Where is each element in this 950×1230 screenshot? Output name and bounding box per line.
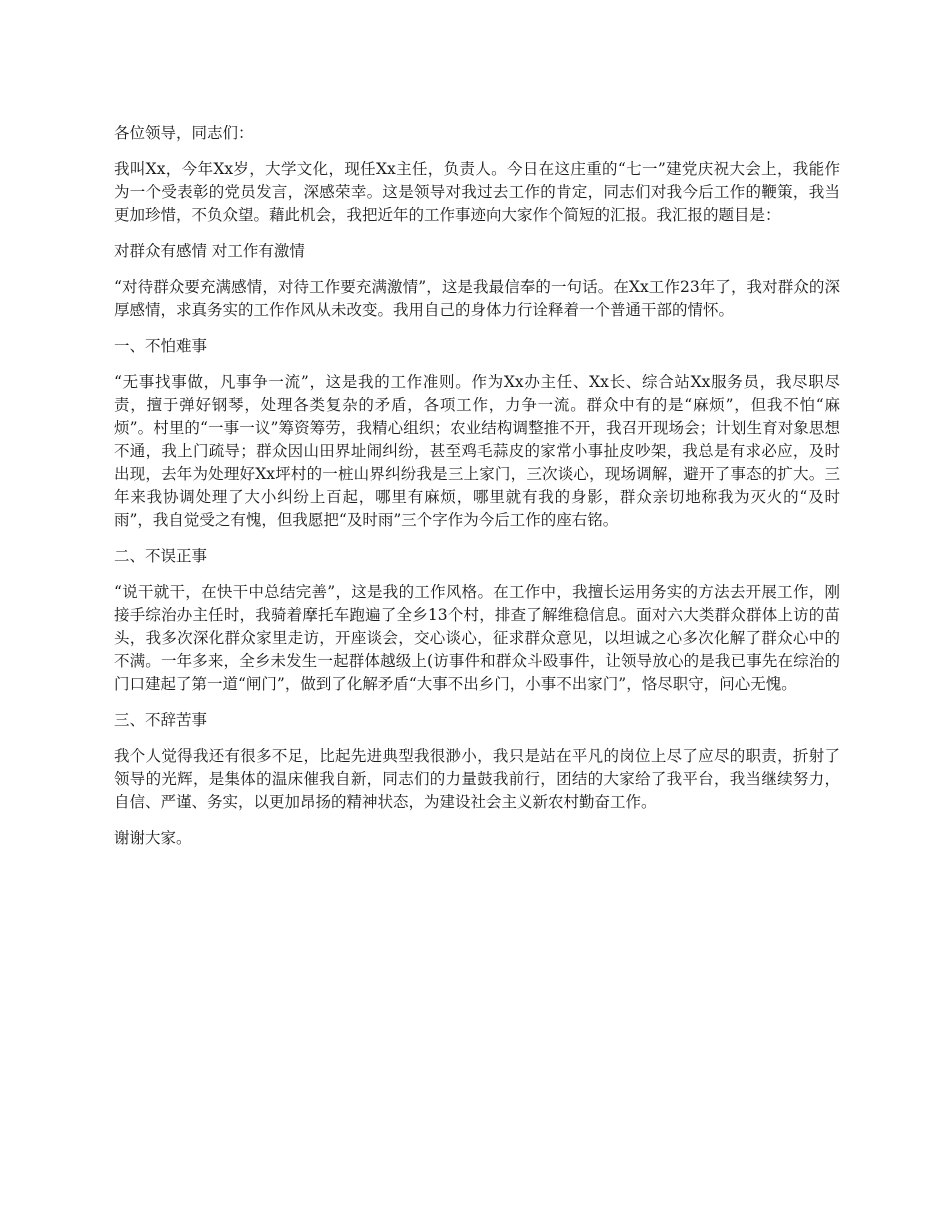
closing-line: 谢谢大家。 bbox=[114, 829, 192, 847]
intro-paragraph: 我叫Xx，今年Xx岁，大学文化，现任Xx主任，负责人。今日在这庄重的“七一”建党庆祝大会上，我能作为一个受表彰的党员发言，深感荣幸。这是领导对我过去工作的肯定，同志们对我今后工作的鞭策，我当更加珍惜，不负众望。藉此机会，我把近年的工作事迹向大家作个简短的汇报。我汇报的题目是： bbox=[114, 160, 840, 224]
section-heading-3: 三、不辞苦事 bbox=[114, 711, 208, 729]
section-body-1: “无事找事做，凡事争一流”，这是我的工作准则。作为Xx办主任、Xx长、综合站Xx服务员，我尽职尽责，擅于弹好钢琴，处理各类复杂的矛盾，各项工作，力争一流。群众中有的是“麻烦”，但我不怕“麻烦”。村里的“一事一议”筹资筹劳，我精心组织；农业结构调整推不开，我召开现场会；计划生育对象思想不通，我上门疏导；群众因山田界址闹纠纷，甚至鸡毛蒜皮的家常小事扯皮吵架，我总是有求必应，及时出现，去年为处理好Xx坪村的一桩山界纠纷我是三上家门，三次谈心，现场调解，避开了事态的扩大。三年来我协调处理了大小纠纷上百起，哪里有麻烦，哪里就有我的身影，群众亲切地称我为灭火的“及时雨”，我自觉受之有愧，但我愿把“及时雨”三个字作为今后工作的座右铭。 bbox=[114, 373, 840, 529]
motto-paragraph: “对待群众要充满感情，对待工作要充满激情”，这是我最信奉的一句话。在Xx工作23年了，我对群众的深厚感情，求真务实的工作作风从未改变。我用自己的身体力行诠释着一个普通干部的情怀。 bbox=[114, 278, 840, 319]
section-heading-2: 二、不误正事 bbox=[114, 547, 208, 565]
section-heading-1: 一、不怕难事 bbox=[114, 337, 208, 355]
speech-document bbox=[114, 122, 840, 863]
speech-title: 对群众有感情 对工作有激情 bbox=[114, 242, 305, 260]
salutation: 各位领导，同志们： bbox=[114, 124, 254, 142]
section-body-3: 我个人觉得我还有很多不足，比起先进典型我很渺小，我只是站在平凡的岗位上尽了应尽的职责，折射了领导的光辉，是集体的温床催我自新，同志们的力量鼓我前行，团结的大家给了我平台，我当继续努力，自信、严谨、务实，以更加昂扬的精神状态，为建设社会主义新农村勤奋工作。 bbox=[114, 747, 840, 811]
section-body-2: “说干就干，在快干中总结完善”，这是我的工作风格。在工作中，我擅长运用务实的方法去开展工作，刚接手综治办主任时，我骑着摩托车跑遍了全乡13个村，排查了解维稳信息。面对六大类群众群体上访的苗头，我多次深化群众家里走访，开座谈会，交心谈心，征求群众意见，以坦诚之心多次化解了群众心中的不满。一年多来，全乡未发生一起群体越级上(访事件和群众斗殴事件，让领导放心的是我已事先在综治的门口建起了第一道“闸门”，做到了化解矛盾“大事不出乡门，小事不出家门”，恪尽职守，问心无愧。 bbox=[114, 583, 840, 693]
